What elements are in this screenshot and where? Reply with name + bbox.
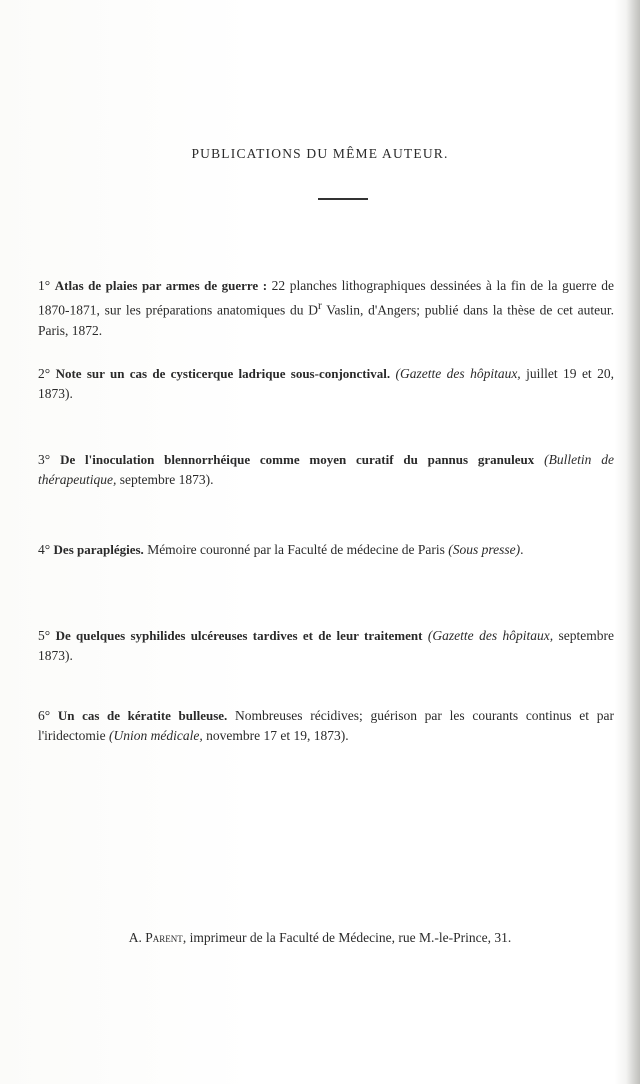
entry-source: (Bulletin de thérapeutique, xyxy=(38,452,615,487)
entry-text-continued: novembre 17 et 19, 1873). xyxy=(202,728,349,743)
imprint-initial: A. xyxy=(128,930,146,945)
publication-entry-4 xyxy=(38,540,614,560)
entry-number: 3° xyxy=(38,452,51,467)
printer-imprint xyxy=(0,930,640,946)
entry-title: De quelques syphilides ulcéreuses tardives et de leur traitement xyxy=(55,628,423,643)
entry-superscript: r xyxy=(318,300,322,312)
imprint-text: , imprimeur de la Faculté de Médecine, rue M.-le-Prince, 31. xyxy=(182,930,512,945)
entry-text-continued: . xyxy=(520,542,524,557)
publication-entry-6 xyxy=(38,706,614,746)
entry-text-continued: Vaslin, d'Angers; publié dans la thèse de cet auteur. Paris, 1872. xyxy=(38,302,614,338)
entry-title: Un cas de kératite bulleuse. xyxy=(57,708,228,723)
page-edge-shadow xyxy=(626,0,640,1084)
publication-entry-2 xyxy=(38,364,614,404)
entry-source: (Gazette des hôpitaux, xyxy=(395,366,521,381)
entry-text: 22 planches lithographiques dessinées à la fin de la guerre de 1870-1871, sur les préparations anatomiques du D xyxy=(38,278,614,318)
entry-source: (Gazette des hôpitaux, xyxy=(427,628,554,643)
entry-number: 1° xyxy=(38,278,51,293)
entry-text: septembre 1873). xyxy=(116,472,214,487)
entry-title: Des paraplégies. xyxy=(53,542,144,557)
entry-source: (Union médicale, xyxy=(109,728,203,743)
entry-title: Note sur un cas de cysticerque ladrique sous-conjonctival. xyxy=(55,366,391,381)
title-rule xyxy=(318,198,368,200)
entry-title: De l'inoculation blennorrhéique comme moyen curatif du pannus granuleux xyxy=(60,452,535,467)
publication-entry-5 xyxy=(38,626,614,666)
entry-number: 2° xyxy=(38,366,51,381)
entry-number: 5° xyxy=(38,628,51,643)
entry-number: 4° xyxy=(38,542,51,557)
entry-number: 6° xyxy=(38,708,51,723)
entry-text: Mémoire couronné par la Faculté de médecine de Paris xyxy=(143,542,449,557)
entry-title: Atlas de plaies par armes de guerre : xyxy=(54,278,268,293)
page-title: PUBLICATIONS DU MÊME AUTEUR. xyxy=(191,146,449,161)
entry-source: (Sous presse) xyxy=(448,542,521,557)
publication-entry-3 xyxy=(38,450,614,490)
imprint-printer-name: Parent xyxy=(145,930,183,945)
entry-text: juillet 19 et 20, 1873). xyxy=(38,366,614,401)
entry-text: Nombreuses récidives; guérison par les courants continus et par l'iridectomie xyxy=(38,708,614,743)
entry-text: septembre 1873). xyxy=(38,628,615,663)
publication-entry-1 xyxy=(38,276,614,341)
